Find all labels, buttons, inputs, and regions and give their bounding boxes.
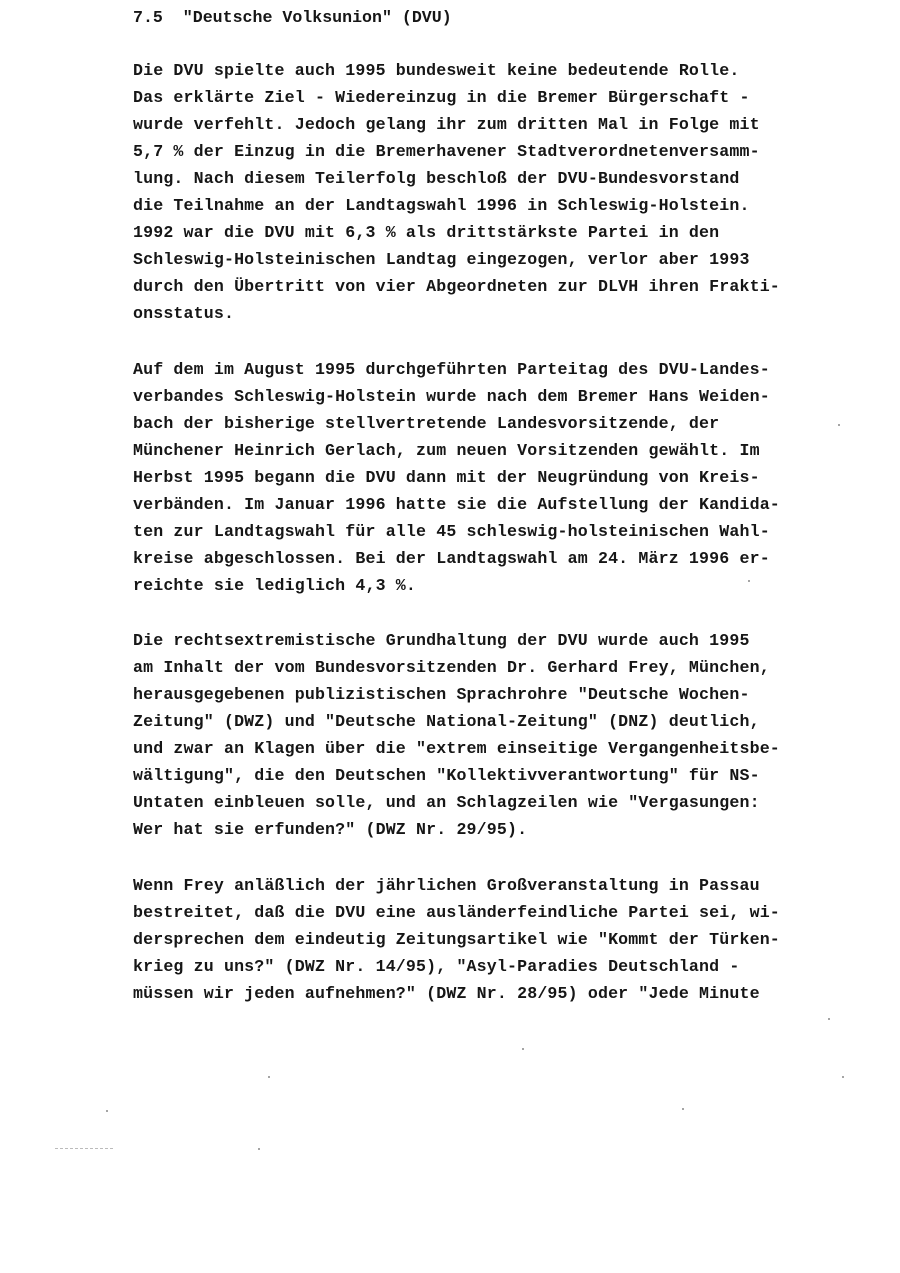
text-line: 5,7 % der Einzug in die Bremerhavener Stadtverordnetenversamm- [133, 142, 760, 161]
text-line: lung. Nach diesem Teilerfolg beschloß der DVU-Bundesvorstand [133, 169, 740, 188]
text-line: Herbst 1995 begann die DVU dann mit der Neugründung von Kreis- [133, 468, 760, 487]
text-line: 1992 war die DVU mit 6,3 % als drittstärkste Partei in den [133, 223, 720, 242]
text-line: die Teilnahme an der Landtagswahl 1996 in Schleswig-Holstein. [133, 196, 750, 215]
text-line: am Inhalt der vom Bundesvorsitzenden Dr. Gerhard Frey, München, [133, 658, 770, 677]
paragraph-1 [133, 57, 873, 327]
scan-speck [522, 1048, 524, 1050]
text-line: onsstatus. [133, 304, 235, 323]
text-line: bach der bisherige stellvertretende Landesvorsitzende, der [133, 414, 720, 433]
text-line: ten zur Landtagswahl für alle 45 schleswig-holsteinischen Wahl- [133, 522, 770, 541]
text-line: Untaten einbleuen solle, und an Schlagzeilen wie "Vergasungen: [133, 793, 760, 812]
scan-speck [748, 580, 750, 582]
text-line: reichte sie lediglich 4,3 %. [133, 576, 417, 595]
text-line: wältigung", die den Deutschen "Kollektivverantwortung" für NS- [133, 766, 760, 785]
text-line: Münchener Heinrich Gerlach, zum neuen Vorsitzenden gewählt. Im [133, 441, 760, 460]
text-line: krieg zu uns?" (DWZ Nr. 14/95), "Asyl-Paradies Deutschland - [133, 957, 740, 976]
text-line: Wenn Frey anläßlich der jährlichen Großveranstaltung in Passau [133, 876, 760, 895]
text-line: verbandes Schleswig-Holstein wurde nach dem Bremer Hans Weiden- [133, 387, 770, 406]
paragraph-4 [133, 872, 873, 1007]
text-line: dersprechen dem eindeutig Zeitungsartikel wie "Kommt der Türken- [133, 930, 780, 949]
text-line: kreise abgeschlossen. Bei der Landtagswahl am 24. März 1996 er- [133, 549, 770, 568]
scan-speck [106, 1110, 108, 1112]
text-line: wurde verfehlt. Jedoch gelang ihr zum dritten Mal in Folge mit [133, 115, 760, 134]
section-heading: 7.5 "Deutsche Volksunion" (DVU) [133, 8, 452, 27]
text-line: herausgegebenen publizistischen Sprachrohre "Deutsche Wochen- [133, 685, 750, 704]
scan-speck [682, 1108, 684, 1110]
text-line: und zwar an Klagen über die "extrem einseitige Vergangenheitsbe- [133, 739, 780, 758]
scan-speck [842, 1076, 844, 1078]
paragraph-2 [133, 356, 873, 599]
text-line: Das erklärte Ziel - Wiedereinzug in die Bremer Bürgerschaft - [133, 88, 750, 107]
text-line: müssen wir jeden aufnehmen?" (DWZ Nr. 28/95) oder "Jede Minute [133, 984, 760, 1003]
text-line: Die DVU spielte auch 1995 bundesweit keine bedeutende Rolle. [133, 61, 740, 80]
text-line: verbänden. Im Januar 1996 hatte sie die Aufstellung der Kandida- [133, 495, 780, 514]
scan-speck [258, 1148, 260, 1150]
text-line: Die rechtsextremistische Grundhaltung der DVU wurde auch 1995 [133, 631, 750, 650]
text-line: durch den Übertritt von vier Abgeordneten zur DLVH ihren Frakti- [133, 277, 780, 296]
text-line: Schleswig-Holsteinischen Landtag eingezogen, verlor aber 1993 [133, 250, 750, 269]
text-line: Wer hat sie erfunden?" (DWZ Nr. 29/95). [133, 820, 528, 839]
text-line: bestreitet, daß die DVU eine ausländerfeindliche Partei sei, wi- [133, 903, 780, 922]
scan-speck [268, 1076, 270, 1078]
text-line: Auf dem im August 1995 durchgeführten Parteitag des DVU-Landes- [133, 360, 770, 379]
paragraph-3 [133, 627, 873, 843]
scan-line-artifact [55, 1148, 115, 1149]
scan-speck [828, 1018, 830, 1020]
scan-speck [838, 424, 840, 426]
text-line: Zeitung" (DWZ) und "Deutsche National-Zeitung" (DNZ) deutlich, [133, 712, 760, 731]
